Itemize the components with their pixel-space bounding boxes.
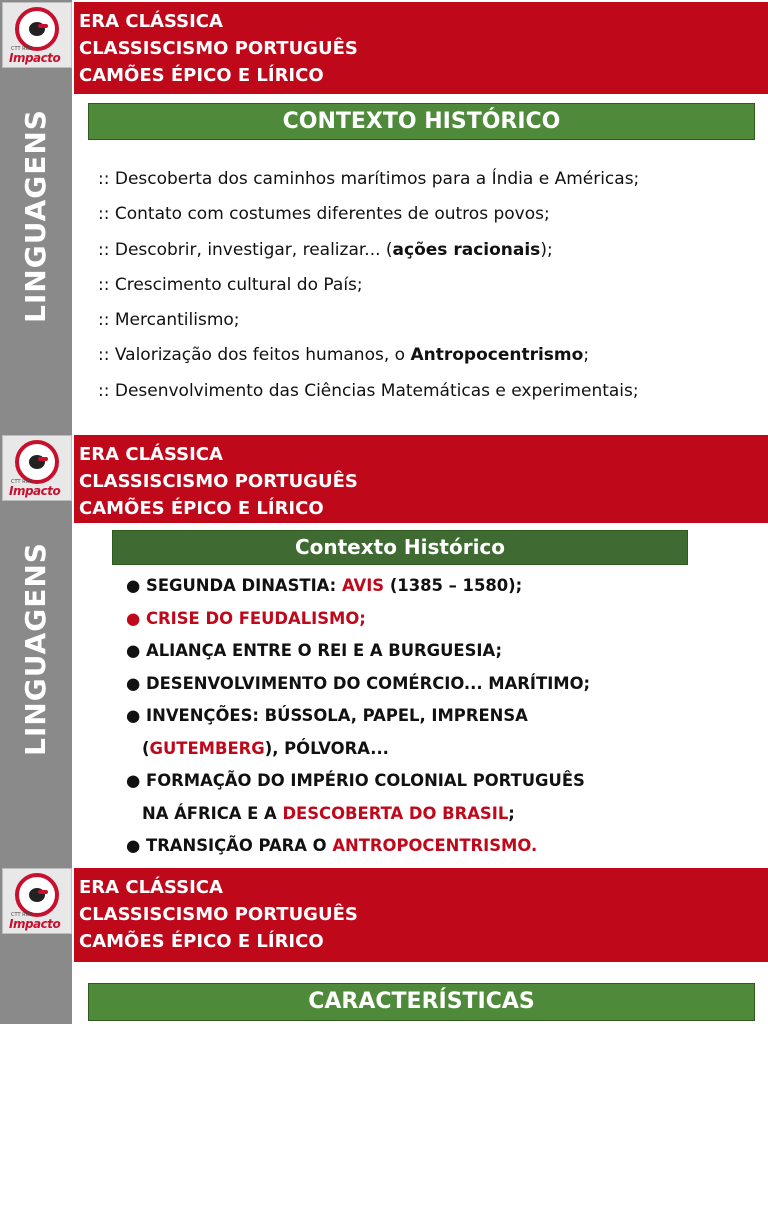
sidebar-label: NS [19,1053,52,1099]
logo [2,868,72,934]
sidebar-label: LINGUAGENS [19,109,52,323]
list-item: :: Descobrir, investigar, realizar... (ações racionais); [98,239,553,260]
list-item: NA ÁFRICA E A DESCOBERTA DO BRASIL; [142,803,515,823]
list-item: ● ALIANÇA ENTRE O REI E A BURGUESIA; [126,641,503,660]
slide-3 [0,866,768,1099]
header-line-1: ERA CLÁSSICA [79,444,223,465]
logo-emblem-icon [15,440,59,484]
logo [2,2,72,68]
logo-small-text: CTT ROP [11,479,33,485]
logo-word: Impacto [9,917,61,931]
section-title: CARACTERÍSTICAS [88,983,755,1021]
list-item: ● FORMAÇÃO DO IMPÉRIO COLONIAL PORTUGUÊS [126,771,585,790]
list-item: ● TRANSIÇÃO PARA O ANTROPOCENTRISMO. [126,836,538,855]
list-item: :: Contato com costumes diferentes de outros povos; [98,204,550,225]
slide-1 [0,0,768,433]
header-line-2: CLASSISCISMO PORTUGUÊS [79,38,358,59]
logo-word: Impacto [9,484,61,498]
list-item: :: Valorização dos feitos humanos, o Antropocentrismo; [98,345,590,366]
logo-word: Impacto [9,51,61,65]
header-line-1: ERA CLÁSSICA [79,11,223,32]
header [74,868,768,962]
header-line-1: ERA CLÁSSICA [79,877,223,898]
section-title: CONTEXTO HISTÓRICO [88,103,755,140]
header-line-3: CAMÕES ÉPICO E LÍRICO [79,65,324,86]
list-item: :: Desenvolvimento das Ciências Matemáticas e experimentais; [98,380,639,401]
slide-2 [0,433,768,866]
list-item: :: Crescimento cultural do País; [98,274,363,295]
section-title: Contexto Histórico [112,530,688,565]
sidebar-label: LINGUAGENS [19,542,52,756]
context-list [98,162,639,409]
logo-emblem-icon [15,873,59,917]
list-item: ● SEGUNDA DINASTIA: AVIS (1385 – 1580); [126,576,523,595]
logo-small-text: CTT ROP [11,46,33,52]
list-item: (GUTEMBERG), PÓLVORA... [142,738,389,758]
header-line-2: CLASSISCISMO PORTUGUÊS [79,471,358,492]
list-item: ● CRISE DO FEUDALISMO; [126,608,366,628]
header-line-2: CLASSISCISMO PORTUGUÊS [79,904,358,925]
context-list [126,570,590,863]
logo-small-text: CTT ROP [11,912,33,918]
header-line-3: CAMÕES ÉPICO E LÍRICO [79,931,324,952]
list-item: :: Descoberta dos caminhos marítimos para a Índia e Américas; [98,169,640,189]
list-item: ● INVENÇÕES: BÚSSOLA, PAPEL, IMPRENSA [126,706,528,725]
list-item: ● DESENVOLVIMENTO DO COMÉRCIO... MARÍTIMO; [126,673,591,693]
header [74,2,768,94]
header [74,435,768,523]
logo [2,435,72,501]
logo-emblem-icon [15,7,59,51]
list-item: :: Mercantilismo; [98,310,240,331]
header-line-3: CAMÕES ÉPICO E LÍRICO [79,498,324,519]
